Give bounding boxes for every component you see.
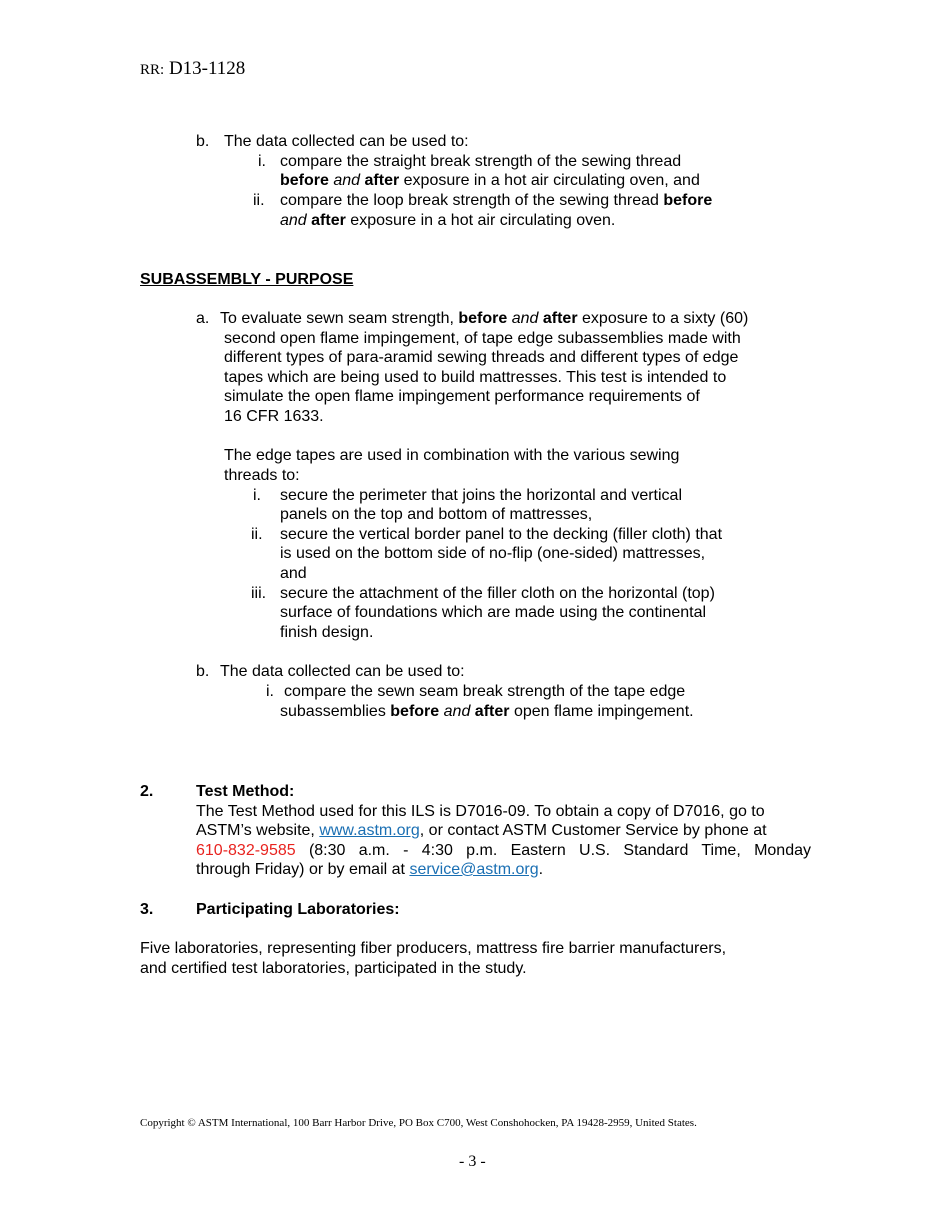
paragraph-line: second open flame impingement, of tape edge subassemblies made with (224, 330, 741, 347)
text-run: compare the loop break strength of the sewing thread (280, 192, 659, 209)
emphasis-italic: and (443, 703, 471, 720)
emphasis-bold: before (458, 310, 508, 327)
paragraph-line: threads to: (224, 467, 300, 484)
text-run: ASTM’s website, (196, 822, 315, 839)
phone-number: 610-832-9585 (196, 842, 296, 859)
report-id: D13-1128 (168, 58, 246, 79)
paragraph-line: tapes which are being used to build mattresses. This test is intended to (224, 369, 727, 386)
text-run: To evaluate sewn seam strength, (220, 310, 454, 327)
text-run: subassemblies (280, 703, 386, 720)
paragraph-line: The edge tapes are used in combination with the various sewing (224, 447, 680, 464)
list-item-line (280, 171, 700, 191)
text-run: open flame impingement. (513, 703, 694, 720)
section-number: 3. (140, 901, 154, 918)
list-item-line: panels on the top and bottom of mattresses, (280, 506, 593, 523)
text-run: through Friday) or by email at (196, 861, 405, 878)
paragraph-line (196, 821, 767, 841)
list-item-line: compare the sewn seam break strength of the tape edge (284, 683, 686, 700)
list-item-line (280, 211, 615, 231)
list-marker: i. (266, 683, 274, 700)
astm-email-link[interactable]: service@astm.org (409, 861, 539, 878)
report-header (140, 58, 245, 80)
emphasis-bold: after (542, 310, 578, 327)
paragraph-line: 16 CFR 1633. (224, 408, 324, 425)
text-run: (8:30 a.m. - 4:30 p.m. Eastern U.S. Standard Time, Monday (308, 842, 811, 859)
text-run: exposure in a hot air circulating oven, and (403, 172, 700, 189)
list-marker: ii. (253, 192, 265, 209)
section1-b-intro: The data collected can be used to: (224, 133, 469, 150)
paragraph-line: The Test Method used for this ILS is D7016-09. To obtain a copy of D7016, go to (196, 803, 765, 820)
list-marker: i. (253, 487, 261, 504)
list-item-line: compare the straight break strength of the sewing thread (280, 153, 682, 170)
text-run: exposure in a hot air circulating oven. (350, 212, 616, 229)
astm-website-link[interactable]: www.astm.org (319, 822, 420, 839)
copyright-notice: Copyright © ASTM International, 100 Barr Harbor Drive, PO Box C700, West Conshohocken, PA 19428-2959, United States. (140, 1117, 697, 1129)
paragraph-line (196, 860, 543, 880)
paragraph-line: different types of para-aramid sewing threads and different types of edge (224, 349, 739, 366)
section-title: Participating Laboratories: (196, 901, 400, 918)
list-marker: i. (258, 153, 266, 170)
emphasis-italic: and (333, 172, 361, 189)
report-prefix: RR: (140, 62, 165, 78)
emphasis-bold: after (311, 212, 346, 229)
page-number: - 3 - (459, 1153, 486, 1170)
list-item-line: finish design. (280, 624, 374, 641)
list-item-line: and (280, 565, 307, 582)
emphasis-bold: before (390, 703, 440, 720)
emphasis-bold: before (663, 192, 713, 209)
list-marker: iii. (251, 585, 267, 602)
list-marker: b. (196, 133, 210, 150)
emphasis-bold: after (474, 703, 510, 720)
list-item-line: is used on the bottom side of no-flip (one-sided) mattresses, (280, 545, 706, 562)
paragraph-line (220, 309, 748, 329)
section-title: Test Method: (196, 783, 295, 800)
list-item-line (280, 191, 712, 211)
list-marker: a. (196, 310, 210, 327)
emphasis-bold: before (280, 172, 329, 189)
list-item-line: secure the attachment of the filler cloth on the horizontal (top) (280, 585, 715, 602)
list-marker: b. (196, 663, 210, 680)
paragraph-line: simulate the open flame impingement performance requirements of (224, 388, 700, 405)
list-marker: ii. (251, 526, 263, 543)
list-item-line: secure the perimeter that joins the horizontal and vertical (280, 487, 682, 504)
emphasis-italic: and (280, 212, 307, 229)
section-heading: SUBASSEMBLY - PURPOSE (140, 271, 354, 288)
text-run: exposure to a sixty (60) (582, 310, 749, 327)
section-number: 2. (140, 783, 154, 800)
emphasis-italic: and (511, 310, 539, 327)
list-item-line: secure the vertical border panel to the decking (filler cloth) that (280, 526, 723, 543)
paragraph-line: and certified test laboratories, participated in the study. (140, 960, 527, 977)
paragraph-line: Five laboratories, representing fiber producers, mattress fire barrier manufacturers, (140, 940, 727, 957)
paragraph-line: The data collected can be used to: (220, 663, 465, 680)
paragraph-line (196, 841, 811, 861)
list-item-line: surface of foundations which are made using the continental (280, 604, 707, 621)
text-run: . (538, 861, 544, 878)
emphasis-bold: after (364, 172, 400, 189)
text-run: , or contact ASTM Customer Service by phone at (419, 822, 767, 839)
list-item-line (280, 702, 694, 722)
